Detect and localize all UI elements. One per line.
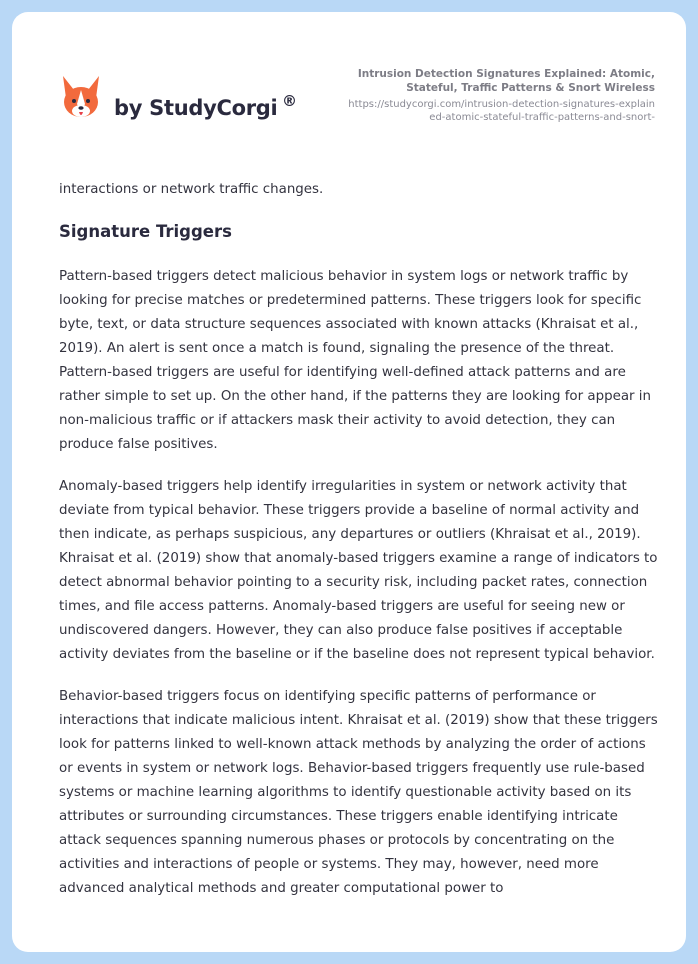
document-body — [59, 178, 659, 901]
body-paragraph: Anomaly-based triggers help identify irregularities in system or network activity that deviate from typical behavior. These triggers provide a baseline of normal activity and then indicate, as perhaps suspicious, any departures or outliers (Khraisat et al., 2019). Khraisat et al. (2019) show that anomaly-based triggers examine a range of indicators to detect abnormal behavior pointing to a security risk, including packet rates, connection times, and file access patterns. Anomaly-based triggers are useful for seeing new or undiscovered dangers. However, they can also produce false positives if acceptable activity deviates from the baseline or if the baseline does not represent typical behavior. — [59, 479, 658, 662]
page-header — [12, 12, 686, 162]
registered-mark: ® — [282, 92, 297, 110]
brand-name: by StudyCorgi — [114, 96, 278, 120]
document-page — [12, 12, 686, 952]
studycorgi-logo[interactable] — [60, 74, 310, 134]
corgi-logo-icon — [60, 74, 102, 124]
paragraph-fragment: interactions or network traffic changes. — [59, 182, 324, 197]
body-paragraph: Pattern-based triggers detect malicious behavior in system logs or network traffic by looking for precise matches or predetermined patterns. These triggers look for specific byte, text, or data structure sequences associated with known attacks (Khraisat et al., 2019). An alert is sent once a match is found, signaling the presence of the threat. Pattern-based triggers are useful for identifying well-defined attack patterns and are rather simple to set up. On the other hand, if the patterns they are looking for appear in non-malicious traffic or if attackers mask their activity to avoid detection, they can produce false positives. — [59, 269, 651, 452]
document-meta — [345, 67, 655, 124]
document-url[interactable]: https://studycorgi.com/intrusion-detection-signatures-explained-atomic-stateful-traffic-patterns-and-snort- — [348, 99, 655, 123]
section-heading: Signature Triggers — [59, 222, 232, 241]
body-paragraph: Behavior-based triggers focus on identifying specific patterns of performance or interactions that indicate malicious intent. Khraisat et al. (2019) show that these triggers look for patterns linked to well-known attack methods by analyzing the order of actions or events in system or network logs. Behavior-based triggers frequently use rule-based systems or machine learning algorithms to identify questionable activity based on its attributes or surrounding circumstances. These triggers enable identifying intricate attack sequences spanning numerous phases or protocols by concentrating on the activities and interactions of people or systems. They may, however, need more advanced analytical methods and greater computational power to — [59, 689, 658, 896]
document-title: Intrusion Detection Signatures Explained: Atomic, Stateful, Traffic Patterns & Snort Wireless — [357, 68, 655, 94]
